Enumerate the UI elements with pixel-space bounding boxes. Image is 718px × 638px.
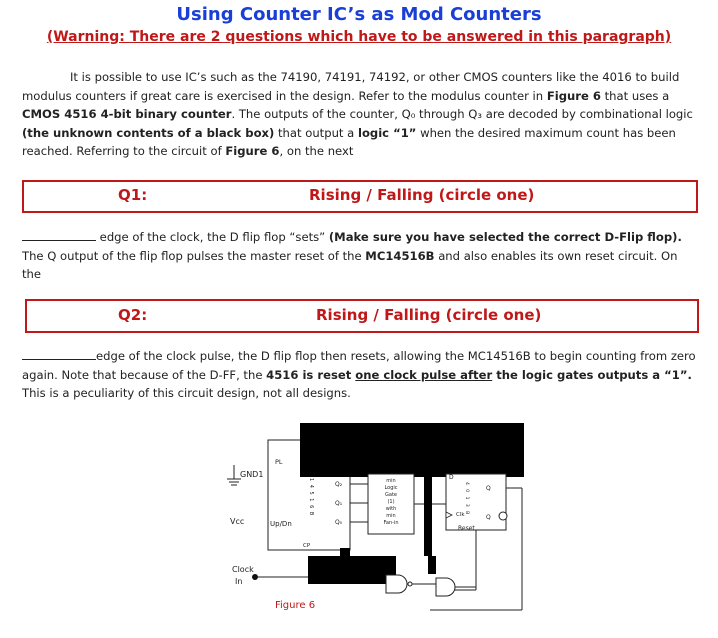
black-box-block [300,423,524,477]
clock-input-node [252,574,258,580]
clock-label: Clock [232,565,254,574]
svg-text:Q₀: Q₀ [335,519,343,526]
vcc-label: Vcc [230,517,245,526]
svg-text:D: D [449,474,454,481]
q1-label: Q1: [118,186,148,204]
black-bar [428,556,436,574]
svg-text:PL: PL [275,458,283,466]
svg-text:Q₁: Q₁ [335,500,343,507]
figure-caption: Figure 6 [275,600,316,611]
svg-text:4 0 1 3 B: 4 0 1 3 B [464,482,469,516]
svg-text:Up/Dn: Up/Dn [270,520,292,528]
q2-answer-choices[interactable]: Rising / Falling (circle one) [316,306,542,324]
svg-text:1 4 5 1 6 B: 1 4 5 1 6 B [308,478,314,517]
svg-text:Q: Q [486,485,491,492]
svg-text:min: min [386,513,396,519]
black-bar [424,476,432,556]
clock-in-label: In [235,577,243,586]
q1-answer-choices[interactable]: Rising / Falling (circle one) [309,186,535,204]
svg-text:Clk: Clk [456,512,465,518]
svg-text:Q₂: Q₂ [335,481,343,488]
d-flip-flop [446,474,506,530]
svg-text:Logic: Logic [384,485,398,491]
paragraph-3: edge of the clock pulse, the D flip flop then resets, allowing the MC14516B to begin counting from zero again. Note that because of the D-FF, the 4516 is reset one clock pulse after the logic gates outputs a “1”. This is a peculiarity of this circuit design, not all designs. [22,349,696,400]
svg-text:Reset: Reset [458,525,475,532]
page-title: Using Counter IC’s as Mod Counters [176,4,542,25]
svg-text:Gate: Gate [385,492,397,498]
and-gate-2 [436,578,455,596]
svg-text:Fan-in: Fan-in [383,520,399,526]
svg-text:with: with [385,506,397,512]
svg-text:min: min [386,478,396,484]
gnd-label: GND1 [240,470,264,479]
intro-paragraph: It is possible to use IC’s such as the 74190, 74191, 74192, or other CMOS counters like the 4016 to build modulus counters if great care is exercised in the design. Refer to the modulus counter in Figure 6 that uses a CMOS 4516 4-bit binary counter. The outputs of the counter, Q₀ through Q₃ are decoded by combinational logic (the unknown contents of a black box) that output a logic “1” when the desired maximum count has been reached. Referring to the circuit of Figure 6, on the next [22,70,693,158]
svg-text:(1): (1) [387,499,395,505]
and-gate-1 [386,575,407,593]
paragraph-2: edge of the clock, the D flip flop “sets” (Make sure you have selected the correct D-Flip flop). The Q output of the flip flop pulses the master reset of the MC14516B and also enables its own reset circuit. On the [22,230,682,281]
ground-symbol [227,465,241,485]
svg-text:Q: Q [486,514,491,521]
warning-note: (Warning: There are 2 questions which have to be answered in this paragraph) [46,29,672,45]
q2-label: Q2: [118,306,148,324]
svg-text:CP: CP [303,543,311,549]
